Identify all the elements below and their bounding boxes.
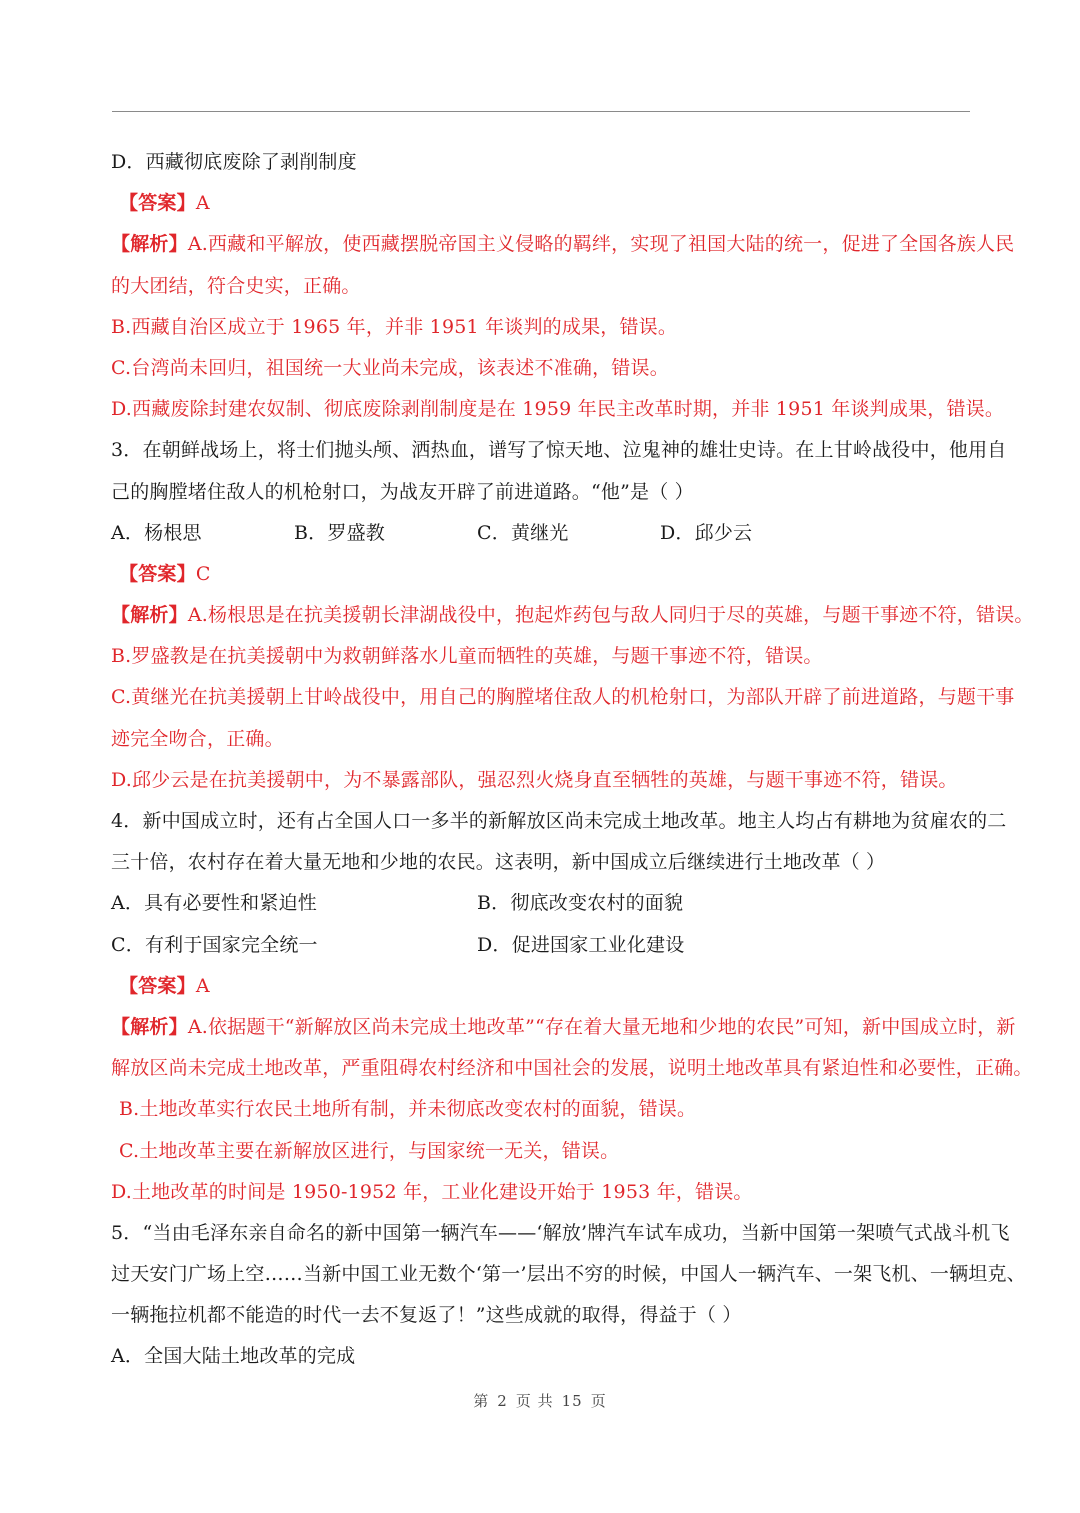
answer-label: 【答案】 (119, 974, 196, 997)
q3-analysis-line: D.邱少云是在抗美援朝中，为不暴露部队，强忍烈火烧身直至牺牲的英雄，与题干事迹不符，错误。 (111, 768, 958, 791)
q2-analysis-line: 【解析】A.西藏和平解放，使西藏摆脱帝国主义侵略的羁绊，实现了祖国大陆的统一，促进了全国各族人民 (111, 233, 1015, 256)
q3-options (111, 513, 971, 554)
q4-analysis-line: D.土地改革的时间是 1950-1952 年，工业化建设开始于 1953 年，错误。 (111, 1180, 753, 1203)
q4-analysis-line: C.土地改革主要在新解放区进行，与国家统一无关，错误。 (119, 1139, 620, 1162)
q2-analysis-line: 的大团结，符合史实，正确。 (111, 274, 361, 297)
q4-options-row (111, 925, 971, 966)
q5-option-a: A．全国大陆土地改革的完成 (111, 1345, 356, 1368)
q4-analysis-line: 解放区尚未完成土地改革，严重阻碍农村经济和中国社会的发展，说明土地改革具有紧迫性和必要性，正确。 (111, 1057, 1033, 1080)
q4-analysis-line: 【解析】A.依据题干“新解放区尚未完成土地改革”“存在着大量无地和少地的农民”可知，新中国成立时，新 (111, 1015, 1016, 1038)
q2-answer (111, 183, 971, 224)
q2-analysis-line: D.西藏废除封建农奴制、彻底废除剥削制度是在 1959 年民主改革时期，并非 1951 年谈判成果，错误。 (111, 398, 1005, 421)
answer-label: 【答案】 (119, 562, 196, 585)
q5-stem: 5．“当由毛泽东亲自命名的新中国第一辆汽车——‘解放’牌汽车试车成功，当新中国第一架喷气式战斗机飞 (111, 1221, 1010, 1244)
q3-option-c: C．黄继光 (477, 521, 569, 544)
q4-option-c: C．有利于国家完全统一 (111, 933, 318, 956)
page-total: 15 (561, 1392, 583, 1410)
answer-value: A (195, 192, 210, 215)
header-rule (112, 111, 970, 112)
analysis-label: 【解析】 (111, 233, 188, 256)
q4-answer (111, 966, 971, 1007)
page-footer: 第 2 页 共 15 页 (473, 1392, 607, 1410)
answer-value: C (195, 562, 211, 585)
answer-label: 【答案】 (119, 192, 196, 215)
q3-answer (111, 554, 971, 595)
analysis-label: 【解析】 (111, 604, 188, 627)
q3-analysis-line: C.黄继光在抗美援朝上甘岭战役中，用自己的胸膛堵住敌人的机枪射口，为部队开辟了前进道路，与题干事 (111, 686, 1015, 709)
q3-option-b: B．罗盛教 (294, 521, 385, 544)
q3-option-d: D．邱少云 (660, 521, 753, 544)
q4-option-b: B．彻底改变农村的面貌 (477, 892, 684, 915)
q4-option-d: D．促进国家工业化建设 (477, 933, 685, 956)
q2-option-d: D．西藏彻底废除了剥削制度 (111, 151, 357, 173)
q3-stem: 己的胸膛堵住敌人的机枪射口，为战友开辟了前进道路。“他”是（ ） (111, 480, 694, 503)
q3-option-a: A．杨根思 (111, 521, 202, 544)
q3-analysis-line: B.罗盛教是在抗美援朝中为救朝鲜落水儿童而牺牲的英雄，与题干事迹不符，错误。 (111, 645, 823, 668)
q2-analysis-line: C.台湾尚未回归，祖国统一大业尚未完成，该表述不准确，错误。 (111, 356, 669, 379)
q4-stem: 4．新中国成立时，还有占全国人口一多半的新解放区尚未完成土地改革。地主人均占有耕地为贫雇农的二 (111, 810, 1007, 832)
analysis-label: 【解析】 (111, 1015, 188, 1038)
q3-analysis-line: 【解析】A.杨根思是在抗美援朝长津湖战役中，抱起炸药包与敌人同归于尽的英雄，与题干事迹不符，错误。 (111, 604, 1034, 627)
q4-options-row (111, 883, 971, 924)
q4-analysis-line: B.土地改革实行农民土地所有制，并未彻底改变农村的面貌，错误。 (119, 1098, 697, 1121)
q4-option-a: A．具有必要性和紧迫性 (111, 892, 317, 915)
q4-stem: 三十倍，农村存在着大量无地和少地的农民。这表明，新中国成立后继续进行土地改革（ ） (111, 851, 886, 874)
page-content (111, 142, 1034, 1378)
q5-stem: 过天安门广场上空……当新中国工业无数个‘第一’层出不穷的时候，中国人一辆汽车、一架飞机、一辆坦克、 (111, 1263, 1026, 1286)
q5-stem: 一辆拖拉机都不能造的时代一去不复返了！”这些成就的取得，得益于（ ） (111, 1304, 742, 1327)
page-number: 2 (497, 1392, 508, 1410)
q3-stem: 3．在朝鲜战场上，将士们抛头颅、洒热血，谱写了惊天地、泣鬼神的雄壮史诗。在上甘岭战役中，他用自 (111, 439, 1007, 462)
answer-value: A (195, 974, 210, 997)
q3-analysis-line: 迹完全吻合，正确。 (111, 727, 284, 750)
q2-analysis-line: B.西藏自治区成立于 1965 年，并非 1951 年谈判的成果，错误。 (111, 315, 678, 338)
